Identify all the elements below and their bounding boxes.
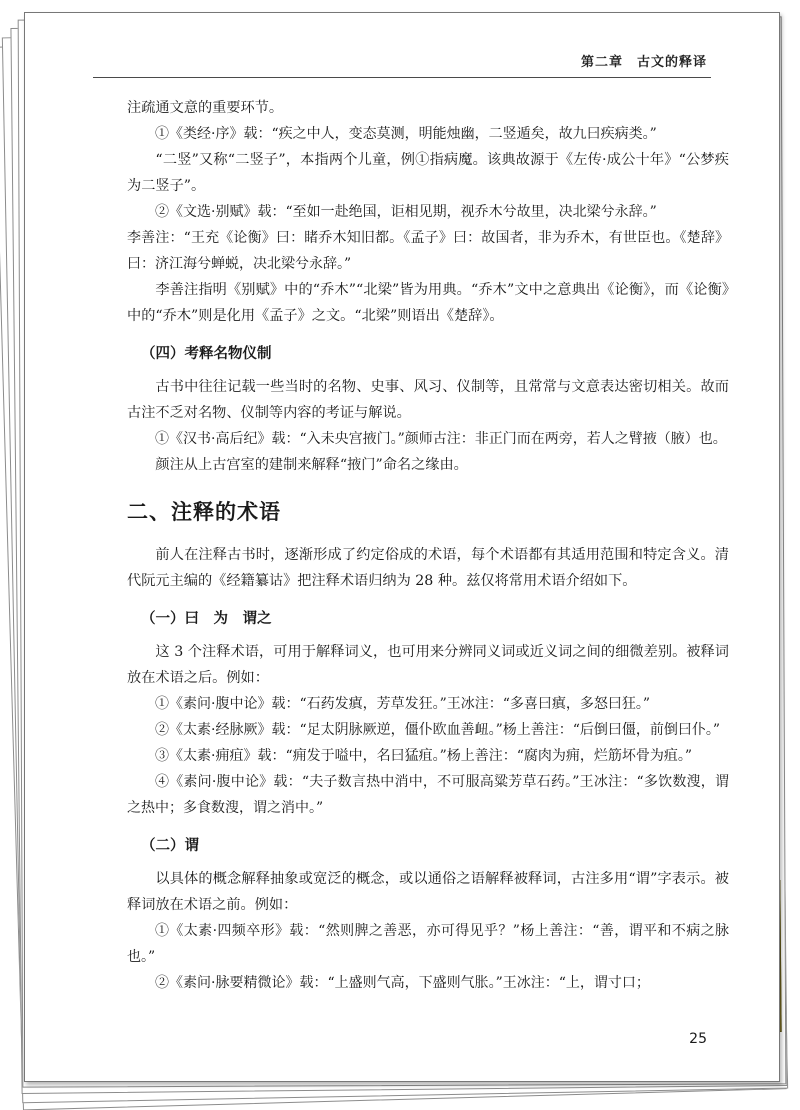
running-head: 第二章 古文的释译 <box>580 55 707 70</box>
commentary-quote: 李善注：“王充《论衡》曰：睹乔木知旧都。《孟子》曰：故国者，非为乔木，有世臣也。《楚辞》曰：济江海兮蝉蜕，决北梁兮永辞。” <box>127 230 729 272</box>
section-heading-level2: 二、注释的术语 <box>127 500 281 524</box>
quotation-example: ④《素问·腹中论》载：“夫子数言热中消中，不可服高粱芳草石药。”王冰注：“多饮数溲，谓之热中；多食数溲，谓之消中。” <box>127 774 729 816</box>
paragraph: 注疏通文意的重要环节。 <box>127 100 284 116</box>
section-heading-level3: （四）考释名物仪制 <box>141 346 272 362</box>
quotation-example: ①《太素·四频卒形》载：“然则脾之善恶，亦可得见乎？”杨上善注：“善，谓平和不病之脉也。” <box>127 923 729 965</box>
quotation-example: ③《太素·痈疽》载：“痈发于嗌中，名曰猛疽。”杨上善注：“腐肉为痈，烂筋坏骨为疽。” <box>155 748 693 764</box>
quotation-example: ②《太素·经脉厥》载：“足太阴脉厥逆，僵仆欧血善衄。”杨上善注：“后倒曰僵，前倒曰仆。” <box>155 722 721 738</box>
paragraph: 颜注从上古宫室的建制来解释“掖门”命名之缘由。 <box>155 457 468 473</box>
page-body <box>127 95 729 996</box>
section-heading-level3: （二）谓 <box>141 838 199 854</box>
quotation-example: ②《文选·别赋》载：“至如一赴绝国，讵相见期，视乔木兮故里，决北梁兮永辞。” <box>155 204 657 220</box>
section-heading-level3: （一）曰 为 谓之 <box>141 611 272 627</box>
page-number: 25 <box>689 1031 707 1047</box>
quotation-example: ①《汉书·高后纪》载：“入未央宫掖门。”颜师古注：非正门而在两旁，若人之臂掖（腋）也。 <box>155 431 727 447</box>
paragraph: 李善注指明《别赋》中的“乔木”“北梁”皆为用典。“乔木”文中之意典出《论衡》，而《论衡》中的“乔木”则是化用《孟子》之文。“北梁”则语出《楚辞》。 <box>127 282 729 324</box>
paragraph: 前人在注释古书时，逐渐形成了约定俗成的术语，每个术语都有其适用范围和特定含义。清代阮元主编的《经籍纂诂》把注释术语归纳为 28 种。兹仅将常用术语介绍如下。 <box>127 547 729 589</box>
paragraph: 以具体的概念解释抽象或宽泛的概念，或以通俗之语解释被释词，古注多用“谓”字表示。被释词放在术语之前。例如： <box>127 871 729 913</box>
quotation-example: ①《素问·腹中论》载：“石药发瘨，芳草发狂。”王冰注：“多喜曰瘨，多怒曰狂。” <box>155 696 651 712</box>
paragraph: “二竖”又称“二竖子”，本指两个儿童，例①指病魔。该典故源于《左传·成公十年》“公梦疾为二竖子”。 <box>127 152 729 194</box>
paragraph: 这 3 个注释术语，可用于解释词义，也可用来分辨同义词或近义词之间的细微差别。被释词放在术语之后。例如： <box>127 644 729 686</box>
quotation-example: ①《类经·序》载：“疾之中人，变态莫测，明能烛幽，二竖遁矣，故九曰疾病类。” <box>155 126 657 142</box>
paragraph: 古书中往往记载一些当时的名物、史事、风习、仪制等，且常常与文意表达密切相关。故而古注不乏对名物、仪制等内容的考证与解说。 <box>127 379 729 421</box>
header-rule <box>93 77 711 78</box>
quotation-example: ②《素问·脉要精微论》载：“上盛则气高，下盛则气胀。”王冰注：“上，谓寸口； <box>155 975 650 991</box>
book-page <box>24 12 780 1082</box>
